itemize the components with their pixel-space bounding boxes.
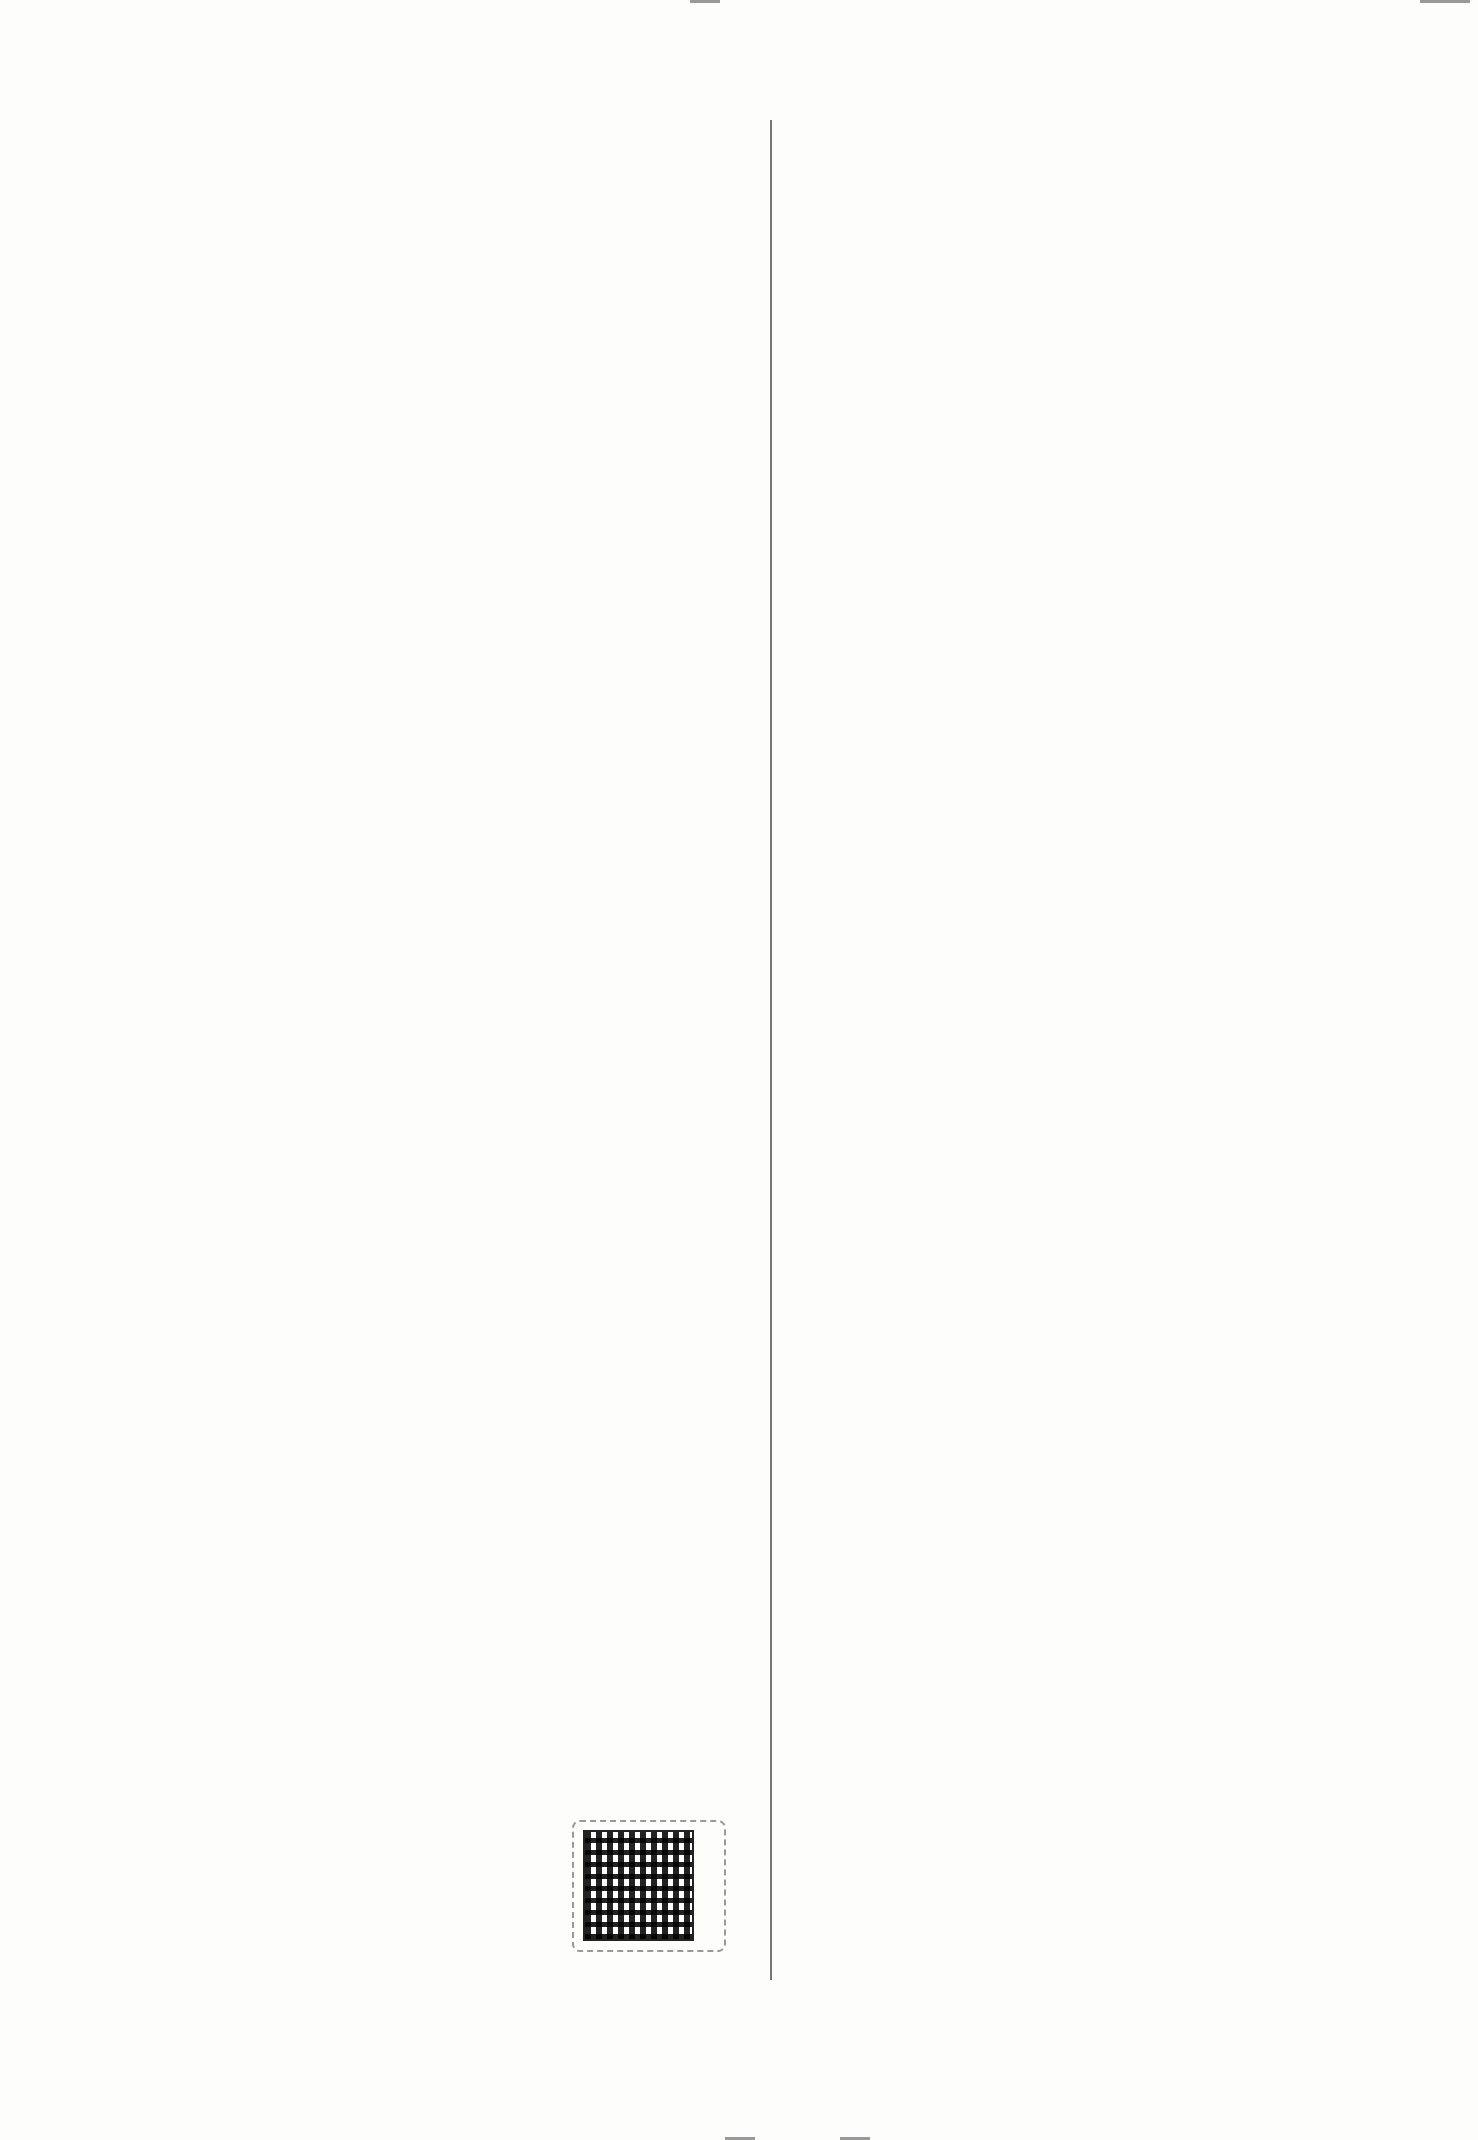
- column-divider: [770, 120, 772, 1980]
- top-edge-mark: [1420, 0, 1470, 3]
- top-edge-mark: [690, 0, 720, 3]
- qr-code[interactable]: [583, 1830, 694, 1941]
- page-footer: [88, 1975, 156, 2003]
